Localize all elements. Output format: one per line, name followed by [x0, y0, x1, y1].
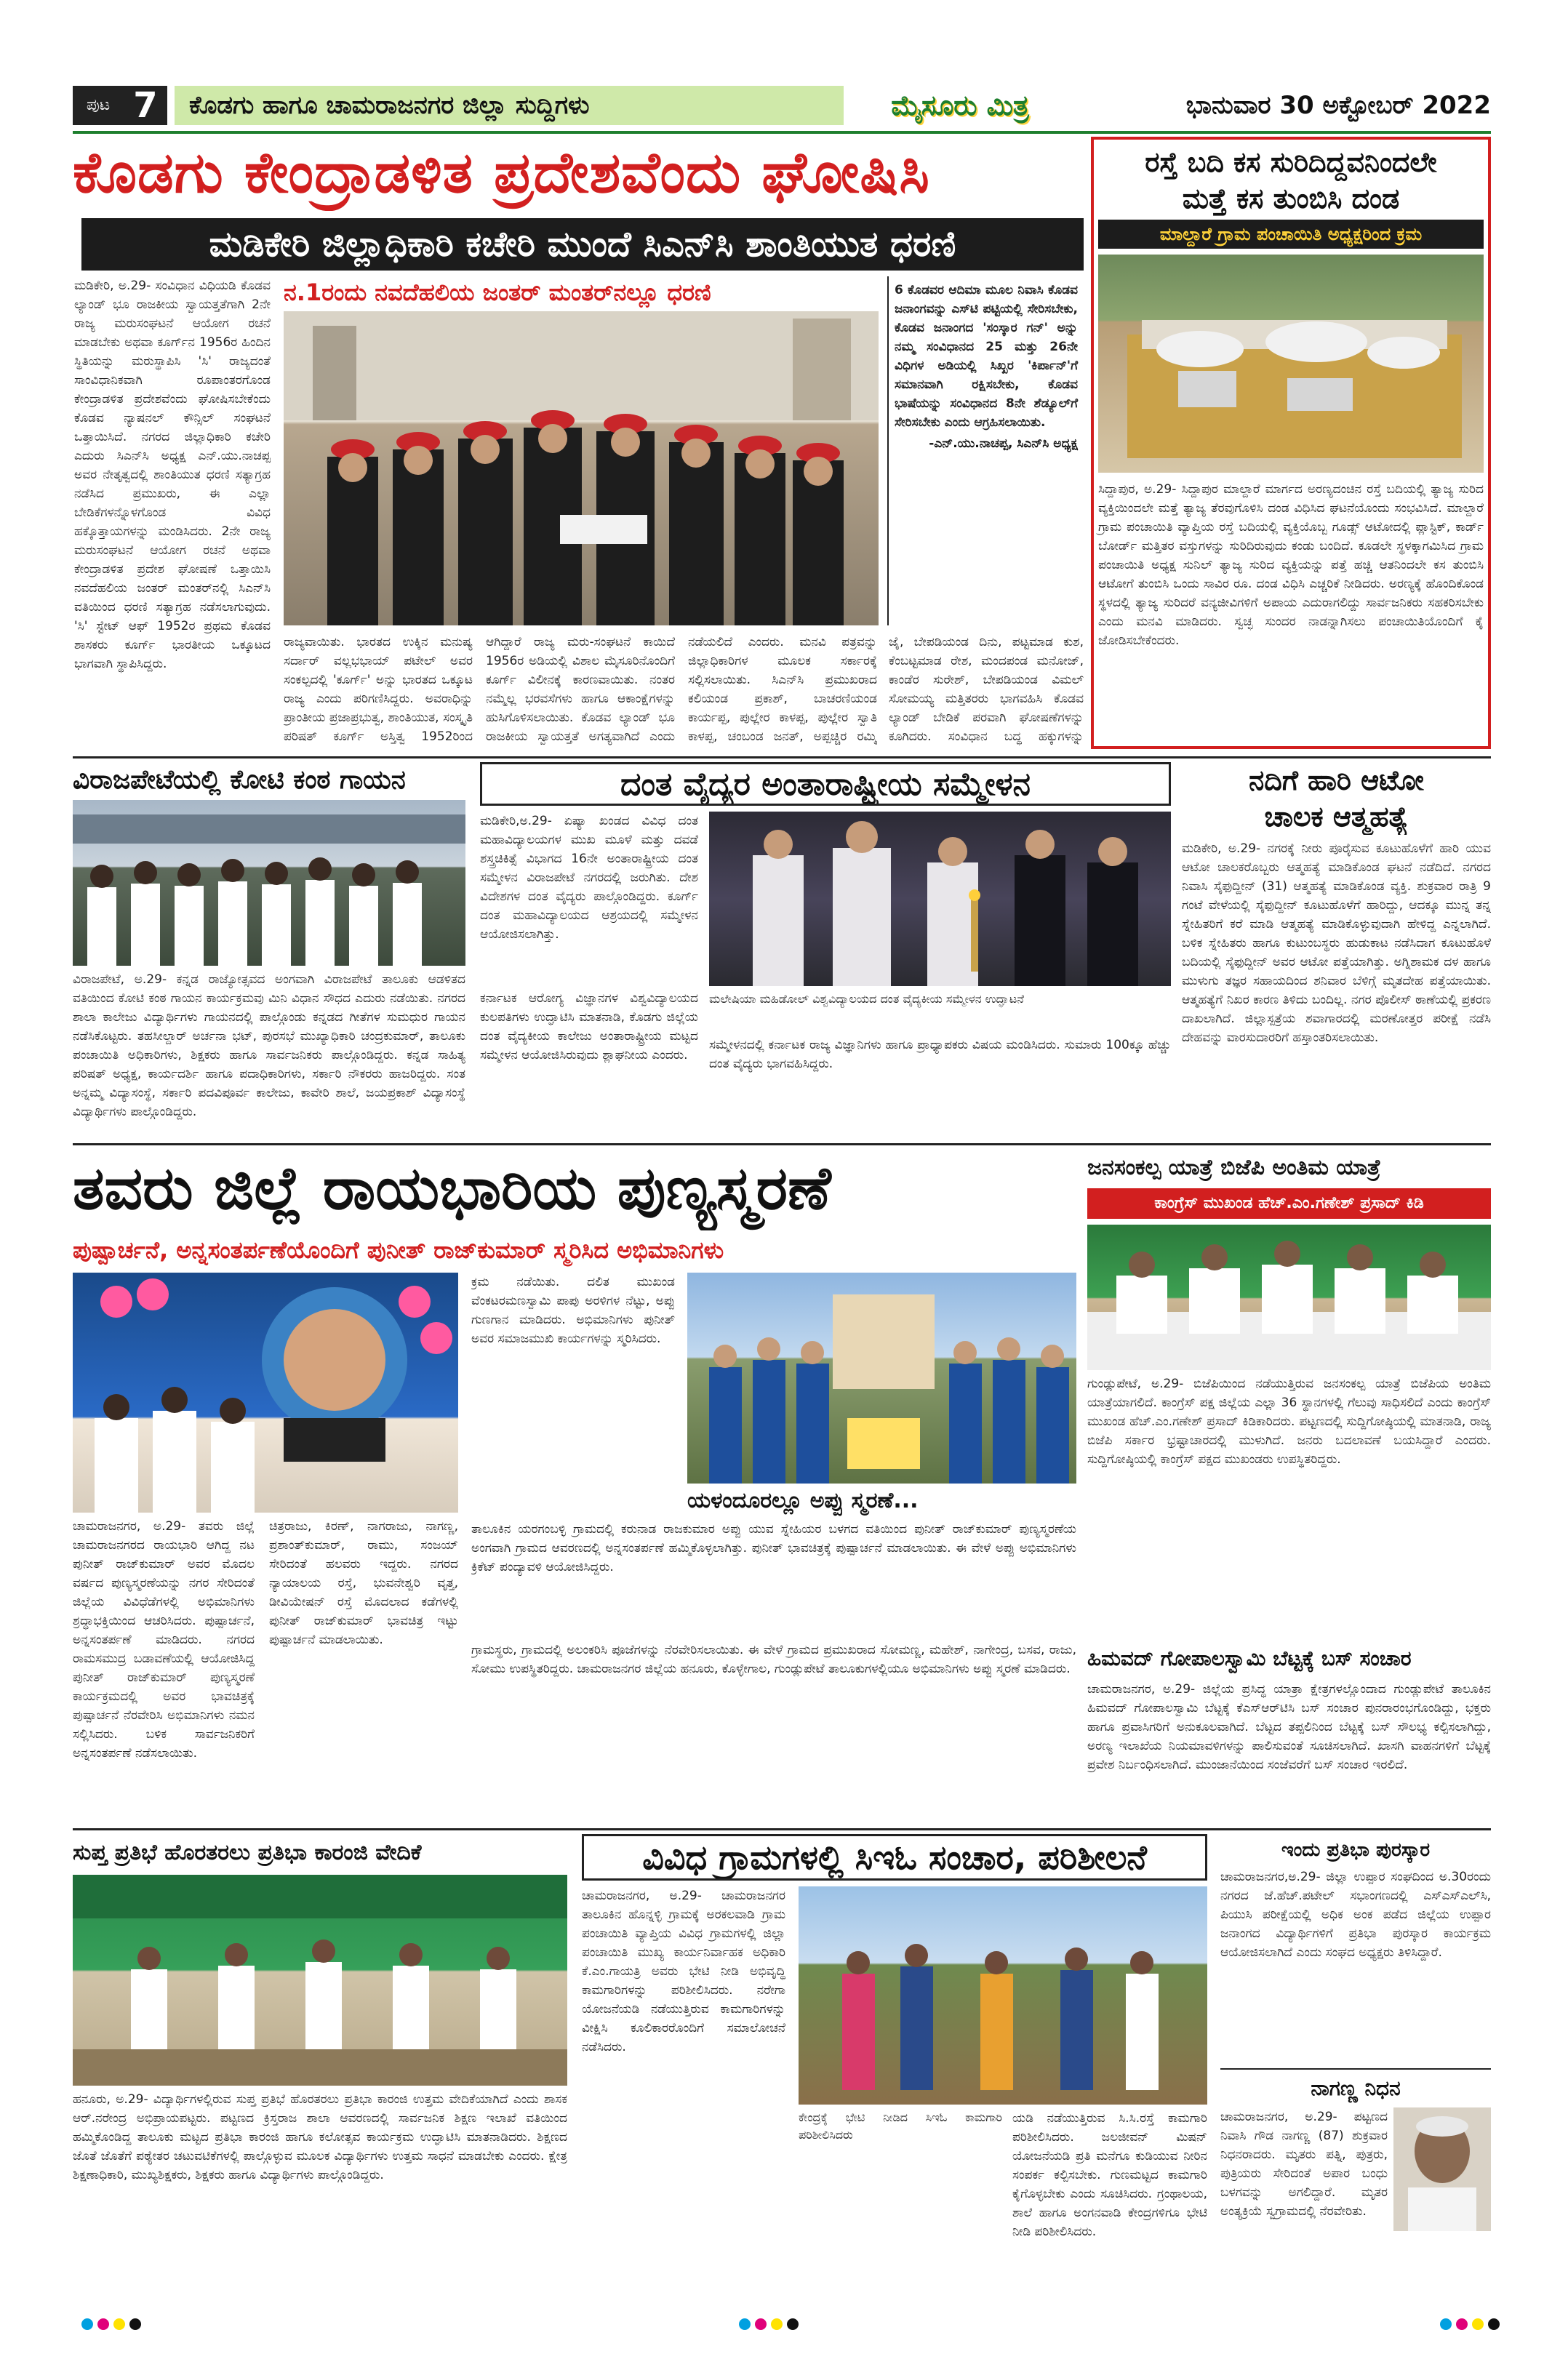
- row-divider-1: [73, 756, 1491, 758]
- puneeth-caption-title: ಯಳಂದೂರಲ್ಲೂ ಅಪ್ಪು ಸ್ಮರಣೆ...: [687, 1488, 919, 1513]
- row-divider-3: [73, 1828, 1491, 1830]
- lead-col-1: ಮಡಿಕೇರಿ, ಅ.29- ಸಂವಿಧಾನ ವಿಧಿಯಡಿ ಕೊಡವ ಲ್ಯಾಂಡ್ ಭೂ ರಾಜಕೀಯ ಸ್ವಾಯತ್ತತೆಗಾಗಿ 2ನೇ ರಾಜ್ಯ ಮರುಸಂಘಟನೆ ಆಯೋಗ ರಚನೆ ಮಾಡಬೇಕು ಅಥವಾ ಕೂರ್ಗ್‌ನ 1956ರ ಹಿಂದಿನ ಸ್ಥಿತಿಯನ್ನು ಮರುಸ್ಥಾಪಿಸಿ 'ಸಿ' ರಾಜ್ಯದಂತೆ ಸಾಂವಿಧಾನಿಕವಾಗಿ ರೂಪಾಂತರಗೊಂಡ ಕೇಂದ್ರಾಡಳಿತ ಪ್ರದೇಶವೆಂದು ಘೋಷಿಸಬೇಕೆಂದು ಕೊಡವ ನ್ಯಾಷನಲ್ ಕೌನ್ಸಿಲ್ ಸಂಘಟನೆ ಒತ್ತಾಯಿಸಿದೆ. ನಗರದ ಜಿಲ್ಲಾಧಿಕಾರಿ ಕಚೇರಿ ಎದುರು ಸಿಎನ್‌ಸಿ ಅಧ್ಯಕ್ಷ ಎನ್.ಯು.ನಾಚಪ್ಪ ಅವರ ನೇತೃತ್ವದಲ್ಲಿ ಶಾಂತಿಯುತ ಧರಣಿ ಸತ್ಯಾಗ್ರಹ ನಡೆಸಿದ ಪ್ರಮುಖರು, ಈ ಎಲ್ಲಾ ಬೇಡಿಕೆಗಳನ್ನೊಳಗೊಂಡ ವಿವಿಧ ಹಕ್ಕೊತ್ತಾಯಗಳನ್ನು ಮಂಡಿಸಿದರು. 2ನೇ ರಾಜ್ಯ ಮರುಸಂಘಟನೆ ಆಯೋಗ ರಚನೆ ಅಥವಾ ಕೇಂದ್ರಾಡಳಿತ ಪ್ರದೇಶ ಘೋಷಣೆ ಒತ್ತಾಯಿಸಿ ನವದೆಹಲಿಯ ಜಂತರ್ ಮಂತರ್‌ನಲ್ಲಿ ಸಿಎನ್‌ಸಿ ವತಿಯಿಂದ ಧರಣಿ ಸತ್ಯಾಗ್ರಹ ನಡೆಸಲಾಗುವುದು. 'ಸಿ' ಸ್ಟೇಟ್ ಆಫ್ 1952ರ ಪ್ರಥಮ ಕೊಡವ ಶಾಸಕರು ಕೂರ್ಗ್ ಭಾರತೀಯ ಒಕ್ಕೂಟದ ಭಾಗವಾಗಿ ಸ್ಥಾಪಿಸಿದ್ದರು.: [74, 279, 271, 671]
- press-meet-image: [1087, 1225, 1491, 1370]
- garbage-box: [1091, 137, 1491, 749]
- page-number: 7: [124, 86, 167, 125]
- students-singing-image: [73, 800, 465, 966]
- puneeth-headline: ತವರು ಜಿಲ್ಲೆ ರಾಯಭಾರಿಯ ಪುಣ್ಯಸ್ಮರಣೆ: [73, 1154, 831, 1223]
- lead-col-4: ನಡೆಯಲಿದೆ ಎಂದರು. ಮನವಿ ಪತ್ರವನ್ನು ಜಿಲ್ಲಾಧಿಕಾರಿಗಳ ಮೂಲಕ ಸರ್ಕಾರಕ್ಕೆ ಸಲ್ಲಿಸಲಾಯಿತು. ಸಿಎನ್‌ಸಿ ಪ್ರಮುಖರಾದ ಕಲಿಯಂಡ ಪ್ರಕಾಶ್, ಬಾಚರಣಿಯಂಡ ಕಾರ್ಯಪ್ಪ, ಪುಲ್ಲೇರ ಕಾಳಪ್ಪ, ಪುಲ್ಲೇರ ಸ್ವಾತಿ ಕಾಳಪ್ಪ, ಚಂಬಂಡ ಜನತ್, ಅಪ್ಪಚ್ಚಿರ ರಮ್ಮಿ: [688, 635, 877, 744]
- award-headline: ಇಂದು ಪ್ರತಿಭಾ ಪುರಸ್ಕಾರ: [1281, 1839, 1431, 1861]
- lead-sidebox-text: 6 ಕೊಡವರ ಆದಿಮಾ ಮೂಲ ನಿವಾಸಿ ಕೊಡವ ಜನಾಂಗವನ್ನು ಎಸ್‌ಟಿ ಪಟ್ಟಿಯಲ್ಲಿ ಸೇರಿಸಬೇಕು, ಕೊಡವ ಜನಾಂಗದ 'ಸಂಸ್ಕಾರ ಗನ್' ಅನ್ನು ನಮ್ಮ ಸಂವಿಧಾನದ 25 ಮತ್ತು 26ನೇ ವಿಧಿಗಳ ಅಡಿಯಲ್ಲಿ ಸಿಖ್ಖರ 'ಕಿರ್ಪಾನ್'ಗೆ ಸಮಾನವಾಗಿ ರಕ್ಷಿಸಬೇಕು, ಕೊಡವ ಭಾಷೆಯನ್ನು ಸಂವಿಧಾನದ 8ನೇ ಶೆಡ್ಯೂಲ್‌ಗೆ ಸೇರಿಸಬೇಕು ಎಂದು ಆಗ್ರಹಿಸಲಾಯಿತು.: [895, 283, 1078, 430]
- lead-col-3: ಆಗಿದ್ದಾರೆ ರಾಜ್ಯ ಮರು-ಸಂಘಟನೆ ಕಾಯಿದೆ 1956ರ ಅಡಿಯಲ್ಲಿ ವಿಶಾಲ ಮೈಸೂರಿನೊಂದಿಗೆ ಕೂರ್ಗ್ ವಿಲೀನಕ್ಕೆ ಕಾರಣವಾಯಿತು. ನಂತರ ನಮ್ಮೆಲ್ಲ ಭರವಸೆಗಳು ಹಾಗೂ ಆಕಾಂಕ್ಷೆಗಳನ್ನು ಹುಸಿಗೊಳಿಸಲಾಯಿತು. ಕೊಡವ ಲ್ಯಾಂಡ್ ಭೂ ರಾಜಕೀಯ ಸ್ವಾಯತ್ತತೆ ಅಗತ್ಯವಾಗಿದೆ ಎಂದು: [486, 635, 675, 744]
- ceo-col-2: ಯಡಿ ನಡೆಯುತ್ತಿರುವ ಸಿ.ಸಿ.ರಸ್ತೆ ಕಾಮಗಾರಿ ಪರಿಶೀಲಿಸಿದರು. ಜಲಜೀವನ್ ಮಿಷನ್ ಯೋಜನೆಯಡಿ ಪ್ರತಿ ಮನೆಗೂ ಕುಡಿಯುವ ನೀರಿನ ಸಂಪರ್ಕ ಕಲ್ಪಿಸಬೇಕು. ಗುಣಮಟ್ಟದ ಕಾಮಗಾರಿ ಕೈಗೊಳ್ಳಬೇಕು ಎಂದು ಸೂಚಿಸಿದರು. ಗ್ರಂಥಾಲಯ, ಶಾಲೆ ಹಾಗೂ ಅಂಗನವಾಡಿ ಕೇಂದ್ರಗಳಿಗೂ ಭೇಟಿ ನೀಡಿ ಪರಿಶೀಲಿಸಿದರು.: [1012, 2111, 1207, 2239]
- row-divider-2: [73, 1143, 1491, 1145]
- masthead-divider: [73, 131, 1491, 134]
- obituary-photo: [1393, 2107, 1491, 2231]
- conference-lamp-lighting-image: [709, 812, 1171, 986]
- dental-headline: ದಂತ ವೈದ್ಯರ ಅಂತಾರಾಷ್ಟ್ರೀಯ ಸಮ್ಮೇಳನ: [480, 762, 1171, 806]
- field-inspection-image: [799, 1886, 1207, 2105]
- section-title: ಕೊಡಗು ಹಾಗೂ ಚಾಮರಾಜನಗರ ಜಿಲ್ಲಾ ಸುದ್ದಿಗಳು: [175, 86, 844, 125]
- registration-dot-cyan-center: [739, 2318, 751, 2330]
- registration-dot-black-right: [1488, 2318, 1500, 2330]
- lead-headline: [73, 137, 1084, 211]
- lead-photo: [284, 311, 879, 625]
- cricket-team-tribute-image: [687, 1273, 1076, 1484]
- dental-col-1: ಮಡಿಕೇರಿ,ಅ.29- ಏಷ್ಯಾ ಖಂಡದ ವಿವಿಧ ದಂತ ಮಹಾವಿದ್ಯಾಲಯಗಳ ಮುಖ ಮೂಳೆ ಮತ್ತು ದವಡೆ ಶಸ್ತ್ರಚಿಕಿತ್ಸೆ ವಿಭಾಗದ 16ನೇ ಅಂತಾರಾಷ್ಟ್ರೀಯ ದಂತ ಸಮ್ಮೇಳನ ವಿರಾಜಪೇಟೆ ನಗರದಲ್ಲಿ ಜರುಗಿತು. ದೇಶ ವಿದೇಶಗಳ ದಂತ ವೈದ್ಯರು ಪಾಲ್ಗೊಂಡಿದ್ದರು. ಕೂರ್ಗ್ ದಂತ ಮಹಾವಿದ್ಯಾಲಯದ ಆಶ್ರಯದಲ್ಲಿ ಸಮ್ಮೇಳನ ಆಯೋಜಿಸಲಾಗಿತ್ತು.: [480, 814, 698, 942]
- ceo-caption: ಕೇಂದ್ರಕ್ಕೆ ಭೇಟಿ ನೀಡಿದ ಸಿಇಓ ಕಾಮಗಾರಿ ಪರಿಶೀಲಿಸಿದರು: [799, 2110, 1002, 2142]
- lead-col-2: ರಾಜ್ಯವಾಯಿತು. ಭಾರತದ ಉಕ್ಕಿನ ಮನುಷ್ಯ ಸರ್ದಾರ್ ವಲ್ಲಭಭಾಯ್ ಪಟೇಲ್ ಅವರ ಸಂಕಲ್ಪದಲ್ಲಿ 'ಕೂರ್ಗ್' ಅನ್ನು ಭಾರತದ ಒಕ್ಕೂಟ ರಾಜ್ಯ ಎಂದು ಪರಿಗಣಿಸಿದ್ದರು. ಅವರಾಧಿನ್ನು ಪ್ರಾಂತೀಯ ಪ್ರಜಾಪ್ರಭುತ್ವ, ಶಾಂತಿಯುತ, ಸಂಸ್ಕೃತಿ ಪರಿಷತ್ ಕೂರ್ಗ್ ಅಸ್ತಿತ್ವ 1952ರಿಂದ: [284, 635, 473, 744]
- registration-dot-cyan-right: [1440, 2318, 1452, 2330]
- dental-col-2: ಕರ್ನಾಟಕ ಆರೋಗ್ಯ ವಿಜ್ಞಾನಗಳ ವಿಶ್ವವಿದ್ಯಾಲಯದ ಕುಲಪತಿಗಳು ಉದ್ಘಾಟಿಸಿ ಮಾತನಾಡಿ, ಕೊಡಗು ಜಿಲ್ಲೆಯ ದಂತ ವೈದ್ಯಕೀಯ ಕಾಲೇಜು ಅಂತಾರಾಷ್ಟ್ರೀಯ ಮಟ್ಟದ ಸಮ್ಮೇಳನ ಆಯೋಜಿಸಿರುವುದು ಶ್ಲಾಘನೀಯ ಎಂದರು.: [480, 991, 698, 1062]
- garbage-body: ಸಿದ್ದಾಪುರ, ಅ.29- ಸಿದ್ದಾಪುರ ಮಾಲ್ದಾರೆ ಮಾರ್ಗದ ಅರಣ್ಯದಂಚಿನ ರಸ್ತೆ ಬದಿಯಲ್ಲಿ ತ್ಯಾಜ್ಯ ಸುರಿದ ವ್ಯಕ್ತಿಯಿಂದಲೇ ಮತ್ತೆ ತ್ಯಾಜ್ಯ ತೆರವುಗೊಳಿಸಿ ದಂಡ ವಿಧಿಸಿದ ಘಟನೆಯೊಂದು ಸಂಭವಿಸಿದೆ. ಮಾಲ್ದಾರೆ ಗ್ರಾಮ ಪಂಚಾಯಿತಿ ವ್ಯಾಪ್ತಿಯ ರಸ್ತೆ ಬದಿಯಲ್ಲಿ ವ್ಯಕ್ತಿಯೊಬ್ಬ ಗೂಡ್ಸ್ ಆಟೋದಲ್ಲಿ ಪ್ಲಾಸ್ಟಿಕ್, ಕಾರ್ಡ್ ಬೋರ್ಡ್ ಮತ್ತಿತರ ವಸ್ತುಗಳನ್ನು ಸುರಿದಿರುವುದು ಕಂಡು ಬಂದಿದೆ. ಕೂಡಲೇ ಸ್ಥಳಕ್ಕಾಗಮಿಸಿದ ಗ್ರಾಮ ಪಂಚಾಯಿತಿ ಅಧ್ಯಕ್ಷ ಸುನಿಲ್ ತ್ಯಾಜ್ಯ ಸುರಿದ ವ್ಯಕ್ತಿಯನ್ನು ಪತ್ತೆ ಹಚ್ಚಿ ಆತನಿಂದಲೇ ಕಸ ತುಂಬಿಸಿ ಆಟೋಗೆ ತುಂಬಿಸಿ ಒಂದು ಸಾವಿರ ರೂ. ದಂಡ ವಿಧಿಸಿ ಎಚ್ಚರಿಕೆ ನೀಡಿದರು. ಅರಣ್ಯಕ್ಕೆ ಹೊಂದಿಕೊಂಡ ಸ್ಥಳದಲ್ಲಿ ತ್ಯಾಜ್ಯ ಸುರಿದರೆ ವನ್ಯಜೀವಿಗಳಿಗೆ ಅಪಾಯ ಎದುರಾಗಲಿದ್ದು ಸಾರ್ವಜನಿಕರು ಸಹಕರಿಸಬೇಕು ಎಂದು ಮನವಿ ಮಾಡಿದರು. ಸ್ವಚ್ಛ ಸುಂದರ ನಾಡನ್ನಾಗಿಸಲು ಪಂಚಾಯಿತಿಯೊಂದಿಗೆ ಕೈ ಜೋಡಿಸಬೇಕೆಂದರು.: [1098, 482, 1484, 648]
- dental-photo: [709, 812, 1171, 986]
- lead-sidebox: [887, 276, 1084, 625]
- bus-body: ಚಾಮರಾಜನಗರ, ಅ.29- ಜಿಲ್ಲೆಯ ಪ್ರಸಿದ್ಧ ಯಾತ್ರಾ ಕ್ಷೇತ್ರಗಳಲ್ಲೊಂದಾದ ಗುಂಡ್ಲುಪೇಟೆ ತಾಲೂಕಿನ ಹಿಮವದ್ ಗೋಪಾಲಸ್ವಾಮಿ ಬೆಟ್ಟಕ್ಕೆ ಕೆಎಸ್‌ಆರ್‌ಟಿಸಿ ಬಸ್ ಸಂಚಾರ ಪುನರಾರಂಭಗೊಂಡಿದ್ದು, ಭಕ್ತರು ಹಾಗೂ ಪ್ರವಾಸಿಗರಿಗೆ ಅನುಕೂಲವಾಗಿದೆ. ಬೆಟ್ಟದ ತಪ್ಪಲಿನಿಂದ ಬೆಟ್ಟಕ್ಕೆ ಬಸ್ ಸೌಲಭ್ಯ ಕಲ್ಪಿಸಲಾಗಿದ್ದು, ಅರಣ್ಯ ಇಲಾಖೆಯ ನಿಯಮಾವಳಿಗಳನ್ನು ಪಾಲಿಸುವಂತೆ ಸೂಚಿಸಲಾಗಿದೆ. ಖಾಸಗಿ ವಾಹನಗಳಿಗೆ ಬೆಟ್ಟಕ್ಕೆ ಪ್ರವೇಶ ನಿರ್ಬಂಧಿಸಲಾಗಿದೆ. ಮುಂಜಾನೆಯಿಂದ ಸಂಜೆವರೆಗೆ ಬಸ್ ಸಂಚಾರ ಇರಲಿದೆ.: [1087, 1682, 1491, 1772]
- puneeth-portrait-tribute-image: [73, 1273, 458, 1513]
- registration-dot-yellow-left: [113, 2318, 125, 2330]
- lead-headline-text: ಕೊಡಗು ಕೇಂದ್ರಾಡಳಿತ ಪ್ರದೇಶವೆಂದು ಘೋಷಿಸಿ: [73, 140, 930, 206]
- ceo-headline: ವಿವಿಧ ಗ್ರಾಮಗಳಲ್ಲಿ ಸಿಇಓ ಸಂಚಾರ, ಪರಿಶೀಲನೆ: [582, 1834, 1207, 1881]
- page-label: ಪುಟ: [73, 86, 124, 125]
- obituary-body: ಚಾಮರಾಜನಗರ, ಅ.29- ಪಟ್ಟಣದ ನಿವಾಸಿ ಗೌಡ ನಾಗಣ್ಣ (87) ಶುಕ್ರವಾರ ನಿಧನರಾದರು. ಮೃತರು ಪತ್ನಿ, ಪುತ್ರರು, ಪುತ್ರಿಯರು ಸೇರಿದಂತೆ ಅಪಾರ ಬಂಧು ಬಳಗವನ್ನು ಅಗಲಿದ್ದಾರೆ. ಮೃತರ ಅಂತ್ಯಕ್ರಿಯೆ ಸ್ವಗ್ರಾಮದಲ್ಲಿ ನೆರವೇರಿತು.: [1220, 2110, 1388, 2219]
- puneeth-col-2: ಚಿತ್ರರಾಜು, ಕಿರಣ್, ನಾಗರಾಜು, ನಾಗಣ್ಣ, ಪ್ರಶಾಂತ್‌ಕುಮಾರ್, ರಾಮು, ಸಂಜಯ್ ಸೇರಿದಂತೆ ಹಲವರು ಇದ್ದರು. ನಗರದ ನ್ಯಾಯಾಲಯ ರಸ್ತೆ, ಭುವನೇಶ್ವರಿ ವೃತ್ತ, ಡೀವಿಯೇಷನ್ ರಸ್ತೆ ಮೊದಲಾದ ಕಡೆಗಳಲ್ಲಿ ಪುನೀತ್ ರಾಜ್‌ಕುಮಾರ್ ಭಾವಚಿತ್ರ ಇಟ್ಟು ಪುಷ್ಪಾರ್ಚನೆ ಮಾಡಲಾಯಿತು.: [269, 1519, 458, 1647]
- puneeth-col-3: ಕ್ರಮ ನಡೆಯಿತು. ದಲಿತ ಮುಖಂಡ ವೆಂಕಟರಮಣಸ್ವಾಮಿ ಪಾಪು ಅರಳಿಗಳ ನೆಟ್ಟು, ಅಪ್ಪು ಗುಣಗಾನ ಮಾಡಿದರು. ಅಭಿಮಾನಿಗಳು ಪುನೀತ್ ಅವರ ಸಮಾಜಮುಖಿ ಕಾರ್ಯಗಳನ್ನು ಸ್ಮರಿಸಿದರು.: [471, 1275, 675, 1346]
- puneeth-col-1: ಚಾಮರಾಜನಗರ, ಅ.29- ತವರು ಜಿಲ್ಲೆ ಚಾಮರಾಜನಗರದ ರಾಯಭಾರಿ ಆಗಿದ್ದ ನಟ ಪುನೀತ್ ರಾಜ್‌ಕುಮಾರ್ ಅವರ ಮೊದಲ ವರ್ಷದ ಪುಣ್ಯಸ್ಮರಣೆಯನ್ನು ನಗರ ಸೇರಿದಂತೆ ಜಿಲ್ಲೆಯ ವಿವಿಧೆಡೆಗಳಲ್ಲಿ ಅಭಿಮಾನಿಗಳು ಶ್ರದ್ಧಾಭಕ್ತಿಯಿಂದ ಆಚರಿಸಿದರು. ಪುಷ್ಪಾರ್ಚನೆ, ಅನ್ನಸಂತರ್ಪಣೆ ಮಾಡಿದರು. ನಗರದ ರಾಮಸಮುದ್ರ ಬಡಾವಣೆಯಲ್ಲಿ ಆಯೋಜಿಸಿದ್ದ ಪುನೀತ್ ರಾಜ್‌ಕುಮಾರ್ ಪುಣ್ಯಸ್ಮರಣೆ ಕಾರ್ಯಕ್ರಮದಲ್ಲಿ ಅವರ ಭಾವಚಿತ್ರಕ್ಕೆ ಪುಷ್ಪಾರ್ಚನೆ ನೆರವೇರಿಸಿ ಅಭಿಮಾನಿಗಳು ನಮನ ಸಲ್ಲಿಸಿದರು. ಬಳಿಕ ಸಾರ್ವಜನಿಕರಿಗೆ ಅನ್ನಸಂತರ್ಪಣೆ ನಡೆಸಲಾಯಿತು.: [73, 1519, 255, 1761]
- masthead: [73, 81, 1491, 129]
- issue-date: ಭಾನುವಾರ 30 ಅಕ್ಟೋಬರ್ 2022: [1185, 91, 1491, 120]
- protest-group-image: [284, 311, 879, 625]
- registration-dot-cyan-left: [81, 2318, 93, 2330]
- bjp-subhead: ಕಾಂಗ್ರೆಸ್ ಮುಖಂಡ ಹೆಚ್.ಎಂ.ಗಣೇಶ್ ಪ್ರಸಾದ್ ಕಿಡಿ: [1087, 1188, 1491, 1219]
- lead-col-5: ಜೈ, ಬೇಪಡಿಯಂಡ ದಿನು, ಪಟ್ಟಮಾಡ ಕುಶ, ಕೆಂಬಟ್ಟಮಾಡ ರೇಶ, ಮಂದಪಂಡ ಮನೋಜ್, ಕಾಂಡೆರ ಸುರೇಶ್, ಬೇಪಡಿಯಂಡ ವಿಮಲ್ ಸೋಮಯ್ಯ ಮತ್ತಿತರರು ಭಾಗವಹಿಸಿ ಕೊಡವ ಲ್ಯಾಂಡ್ ಬೇಡಿಕೆ ಪರವಾಗಿ ಘೋಷಣೆಗಳನ್ನು ಕೂಗಿದರು. ಸಂವಿಧಾನ ಬದ್ಧ ಹಕ್ಕುಗಳನ್ನು: [889, 635, 1084, 744]
- registration-dot-yellow-center: [771, 2318, 783, 2330]
- puneeth-caption-body: ತಾಲೂಕಿನ ಯರಗಂಬಳ್ಳಿ ಗ್ರಾಮದಲ್ಲಿ ಕರುನಾಡ ರಾಜಕುಮಾರ ಅಪ್ಪು ಯುವ ಸ್ನೇಹಿಯರ ಬಳಗದ ವತಿಯಿಂದ ಪುನೀತ್ ರಾಜ್‌ಕುಮಾರ್ ಪುಣ್ಯಸ್ಮರಣೆಯ ಅಂಗವಾಗಿ ಗ್ರಾಮದ ಆವರಣದಲ್ಲಿ ಅನ್ನಸಂತರ್ಪಣೆ ಹಮ್ಮಿಕೊಳ್ಳಲಾಗಿತ್ತು. ಪುನೀತ್ ಭಾವಚಿತ್ರಕ್ಕೆ ಪುಷ್ಪಾರ್ಚನೆ ಮಾಡಲಾಯಿತು. ಈ ವೇಳೆ ಅಪ್ಪು ಅಭಿಮಾನಿಗಳು ಕ್ರಿಕೆಟ್ ಪಂದ್ಯಾವಳಿ ಆಯೋಜಿಸಿದ್ದರು.: [471, 1522, 1076, 1574]
- lead-subhead: ಮಡಿಕೇರಿ ಜಿಲ್ಲಾಧಿಕಾರಿ ಕಚೇರಿ ಮುಂದೆ ಸಿಎನ್‌ಸಿ ಶಾಂತಿಯುತ ಧರಣಿ: [81, 218, 1084, 271]
- obituary-divider: [1220, 2068, 1491, 2070]
- registration-dot-yellow-right: [1472, 2318, 1484, 2330]
- bjp-headline: ಜನಸಂಕಲ್ಪ ಯಾತ್ರೆ ಬಿಜೆಪಿ ಅಂತಿಮ ಯಾತ್ರೆ: [1087, 1155, 1381, 1180]
- ceo-photo: [799, 1886, 1207, 2105]
- registration-dot-magenta-left: [97, 2318, 109, 2330]
- garbage-photo: [1098, 255, 1484, 473]
- talent-photo: [73, 1875, 567, 2086]
- lead-kicker: ನ.1ರಂದು ನವದೆಹಲಿಯ ಜಂತರ್ ಮಂತರ್‌ನಲ್ಲೂ ಧರಣಿ: [284, 279, 711, 306]
- auto-body: ಮಡಿಕೇರಿ, ಅ.29- ನಗರಕ್ಕೆ ನೀರು ಪೂರೈಸುವ ಕೂಟುಹೊಳೆಗೆ ಹಾರಿ ಯುವ ಆಟೋ ಚಾಲಕರೊಬ್ಬರು ಆತ್ಮಹತ್ಯೆ ಮಾಡಿಕೊಂಡ ಘಟನೆ ನಡೆದಿದೆ. ನಗರದ ನಿವಾಸಿ ಸೈಫುದ್ದೀನ್ (31) ಆತ್ಮಹತ್ಯೆ ಮಾಡಿಕೊಂಡ ವ್ಯಕ್ತಿ. ಶುಕ್ರವಾರ ರಾತ್ರಿ 9 ಗಂಟೆ ವೇಳೆಯಲ್ಲಿ ಸೈಫುದ್ದೀನ್ ಕೂಟುಹೊಳೆಗೆ ಹಾರಿದ್ದು, ಆದಕ್ಕೂ ಮುನ್ನ ತನ್ನ ಸ್ನೇಹಿತರಿಗೆ ಕರೆ ಮಾಡಿ ಆತ್ಮಹತ್ಯೆ ಮಾಡಿಕೊಳ್ಳುವುದಾಗಿ ಹೇಳಿದ್ದ ಎನ್ನಲಾಗಿದೆ. ಬಳಿಕ ಸ್ನೇಹಿತರು ಹಾಗೂ ಕುಟುಂಬಸ್ಥರು ಹುಡುಕಾಟ ನಡೆಸಿದಾಗ ಕೂಟುಹೊಳೆ ಬದಿಯಲ್ಲಿ ಸೈಫುದ್ದೀನ್ ಅವರ ಆಟೋ ಪತ್ತೆಯಾಗಿತ್ತು. ಅಗ್ನಿಶಾಮಕ ದಳ ಹಾಗೂ ಮುಳುಗು ತಜ್ಞರ ಸಹಾಯದಿಂದ ಶನಿವಾರ ಬೆಳಿಗ್ಗೆ ಮೃತದೇಹ ಪತ್ತೆಯಾಯಿತು. ಆತ್ಮಹತ್ಯೆಗೆ ನಿಖರ ಕಾರಣ ತಿಳಿದು ಬಂದಿಲ್ಲ. ನಗರ ಪೊಲೀಸ್ ಠಾಣೆಯಲ್ಲಿ ಪ್ರಕರಣ ದಾಖಲಾಗಿದೆ. ಜಿಲ್ಲಾಸ್ಪತ್ರೆಯ ಶವಾಗಾರದಲ್ಲಿ ಮರಣೋತ್ತರ ಪರೀಕ್ಷೆ ನಡೆಸಿ ದೇಹವನ್ನು ವಾರಸುದಾರರಿಗೆ ಹಸ್ತಾಂತರಿಸಲಾಯಿತು.: [1182, 841, 1491, 1045]
- registration-dot-magenta-center: [755, 2318, 767, 2330]
- garbage-truck-image: [1098, 255, 1484, 473]
- auto-headline-2: ಚಾಲಕ ಆತ್ಮಹತ್ಯೆ: [1264, 801, 1409, 833]
- talent-headline: ಸುಪ್ತ ಪ್ರತಿಭೆ ಹೊರತರಲು ಪ್ರತಿಭಾ ಕಾರಂಜಿ ವೇದಿಕೆ: [73, 1840, 422, 1865]
- paper-name-logo: ಮೈಸೂರು ಮಿತ್ರ: [891, 89, 1029, 121]
- dental-caption: ಮಲೇಷಿಯಾ ಮಹಿಡೋಲ್ ವಿಶ್ವವಿದ್ಯಾಲಯದ ದಂತ ವೈದ್ಯಕೀಯ ಸಮ್ಮೇಳನ ಉದ್ಘಾಟನೆ: [709, 992, 1024, 1006]
- registration-dot-black-left: [129, 2318, 141, 2330]
- obituary-headline: ನಾಗಣ್ಣ ನಿಧನ: [1311, 2076, 1401, 2100]
- puneeth-photo-2: [687, 1273, 1076, 1484]
- talent-body: ಹನೂರು, ಅ.29- ವಿದ್ಯಾರ್ಥಿಗಳಲ್ಲಿರುವ ಸುಪ್ತ ಪ್ರತಿಭೆ ಹೊರತರಲು ಪ್ರತಿಭಾ ಕಾರಂಜಿ ಉತ್ತಮ ವೇದಿಕೆಯಾಗಿದೆ ಎಂದು ಶಾಸಕ ಆರ್.ನರೇಂದ್ರ ಅಭಿಪ್ರಾಯಪಟ್ಟರು. ಪಟ್ಟಣದ ಕ್ರಿಸ್ತರಾಜ ಶಾಲಾ ಆವರಣದಲ್ಲಿ ಸಾರ್ವಜನಿಕ ಶಿಕ್ಷಣ ಇಲಾಖೆ ವತಿಯಿಂದ ಹಮ್ಮಿಕೊಂಡಿದ್ದ ತಾಲೂಕು ಮಟ್ಟದ ಪ್ರತಿಭಾ ಕಾರಂಜಿ ಹಾಗೂ ಕಲೋತ್ಸವ ಕಾರ್ಯಕ್ರಮ ಉದ್ಘಾಟಿಸಿ ಮಾತನಾಡಿದರು. ಶಿಕ್ಷಣದ ಜೊತೆ ಜೊತೆಗೆ ಪಠ್ಯೇತರ ಚಟುವಟಿಕೆಗಳಲ್ಲಿ ಪಾಲ್ಗೊಳ್ಳುವ ಮೂಲಕ ವಿದ್ಯಾರ್ಥಿಗಳು ಉತ್ತಮ ಸಾಧನೆ ಮಾಡಬೇಕು ಎಂದರು. ಕ್ಷೇತ್ರ ಶಿಕ್ಷಣಾಧಿಕಾರಿ, ಮುಖ್ಯಶಿಕ್ಷಕರು, ಶಿಕ್ಷಕರು ಹಾಗೂ ವಿದ್ಯಾರ್ಥಿಗಳು ಪಾಲ್ಗೊಂಡಿದ್ದರು.: [73, 2092, 567, 2182]
- dental-col-3: ಸಮ್ಮೇಳನದಲ್ಲಿ ಕರ್ನಾಟಕ ರಾಜ್ಯ ವಿಜ್ಞಾನಿಗಳು ಹಾಗೂ ಪ್ರಾಧ್ಯಾಪಕರು ವಿಷಯ ಮಂಡಿಸಿದರು. ಸುಮಾರು 100ಕ್ಕೂ ಹೆಚ್ಚು ದಂತ ವೈದ್ಯರು ಭಾಗವಹಿಸಿದ್ದರು.: [709, 1038, 1171, 1071]
- bjp-body: ಗುಂಡ್ಲುಪೇಟೆ, ಅ.29- ಬಿಜೆಪಿಯಿಂದ ನಡೆಯುತ್ತಿರುವ ಜನಸಂಕಲ್ಪ ಯಾತ್ರೆ ಬಿಜೆಪಿಯ ಅಂತಿಮ ಯಾತ್ರೆಯಾಗಲಿದೆ. ಕಾಂಗ್ರೆಸ್ ಪಕ್ಷ ಜಿಲ್ಲೆಯ ಎಲ್ಲಾ 36 ಸ್ಥಾನಗಳಲ್ಲಿ ಗೆಲುವು ಸಾಧಿಸಲಿದೆ ಎಂದು ಕಾಂಗ್ರೆಸ್ ಮುಖಂಡ ಹೆಚ್.ಎಂ.ಗಣೇಶ್ ಪ್ರಸಾದ್ ಕಿಡಿಕಾರಿದರು. ಪಟ್ಟಣದಲ್ಲಿ ಸುದ್ದಿಗೋಷ್ಠಿಯಲ್ಲಿ ಮಾತನಾಡಿ, ರಾಜ್ಯ ಬಿಜೆಪಿ ಸರ್ಕಾರ ಭ್ರಷ್ಟಾಚಾರದಲ್ಲಿ ಮುಳುಗಿದೆ. ಜನರು ಬದಲಾವಣೆ ಬಯಸಿದ್ದಾರೆ ಎಂದರು. ಸುದ್ದಿಗೋಷ್ಠಿಯಲ್ಲಿ ಕಾಂಗ್ರೆಸ್ ಪಕ್ಷದ ಮುಖಂಡರು ಉಪಸ್ಥಿತರಿದ್ದರು.: [1087, 1377, 1491, 1467]
- award-body: ಚಾಮರಾಜನಗರ,ಅ.29- ಜಿಲ್ಲಾ ಉಪ್ಪಾರ ಸಂಘದಿಂದ ಅ.30ರಂದು ನಗರದ ಜೆ.ಹೆಚ್.ಪಟೇಲ್ ಸಭಾಂಗಣದಲ್ಲಿ ಎಸ್‌ಎಸ್‌ಎಲ್‌ಸಿ, ಪಿಯುಸಿ ಪರೀಕ್ಷೆಯಲ್ಲಿ ಅಧಿಕ ಅಂಕ ಪಡೆದ ಜಿಲ್ಲೆಯ ಉಪ್ಪಾರ ಜನಾಂಗದ ವಿದ್ಯಾರ್ಥಿಗಳಿಗೆ ಪ್ರತಿಭಾ ಪುರಸ್ಕಾರ ಕಾರ್ಯಕ್ರಮ ಆಯೋಜಿಸಲಾಗಿದೆ ಎಂದು ಸಂಘದ ಅಧ್ಯಕ್ಷರು ತಿಳಿಸಿದ್ದಾರೆ.: [1220, 1870, 1491, 1960]
- bus-headline: ಹಿಮವದ್ ಗೋಪಾಲಸ್ವಾಮಿ ಬೆಟ್ಟಕ್ಕೆ ಬಸ್ ಸಂಚಾರ: [1087, 1646, 1412, 1670]
- puneeth-photo-1: [73, 1273, 458, 1513]
- obituary-portrait-image: [1393, 2107, 1491, 2231]
- puneeth-subhead: ಪುಷ್ಪಾರ್ಚನೆ, ಅನ್ನಸಂತರ್ಪಣೆಯೊಂದಿಗೆ ಪುನೀತ್ ರಾಜ್‌ಕುಮಾರ್ ಸ್ಮರಿಸಿದ ಅಭಿಮಾನಿಗಳು: [73, 1236, 724, 1264]
- registration-dot-magenta-right: [1456, 2318, 1468, 2330]
- garbage-headline-1: ರಸ್ತೆ ಬದಿ ಕಸ ಸುರಿದಿದ್ದವನಿಂದಲೇ: [1145, 146, 1437, 178]
- ceo-col-1: ಚಾಮರಾಜನಗರ, ಅ.29- ಚಾಮರಾಜನಗರ ತಾಲೂಕಿನ ಹೊನ್ನಳ್ಳಿ ಗ್ರಾಮಕ್ಕೆ ಅರಕಲವಾಡಿ ಗ್ರಾಮ ಪಂಚಾಯಿತಿ ವ್ಯಾಪ್ತಿಯ ವಿವಿಧ ಗ್ರಾಮಗಳಲ್ಲಿ ಜಿಲ್ಲಾ ಪಂಚಾಯಿತಿ ಮುಖ್ಯ ಕಾರ್ಯನಿರ್ವಾಹಕ ಅಧಿಕಾರಿ ಕೆ.ಎಂ.ಗಾಯತ್ರಿ ಅವರು ಭೇಟಿ ನೀಡಿ ಅಭಿವೃದ್ಧಿ ಕಾಮಗಾರಿಗಳನ್ನು ಪರಿಶೀಲಿಸಿದರು. ನರೇಗಾ ಯೋಜನೆಯಡಿ ನಡೆಯುತ್ತಿರುವ ಕಾಮಗಾರಿಗಳನ್ನು ವೀಕ್ಷಿಸಿ ಕೂಲಿಕಾರರೊಂದಿಗೆ ಸಮಾಲೋಚನೆ ನಡೆಸಿದರು.: [582, 1889, 785, 2054]
- bjp-photo: [1087, 1225, 1491, 1370]
- lead-sidebox-byline: -ಎನ್.ಯು.ನಾಚಪ್ಪ, ಸಿಎನ್‌ಸಿ ಅಧ್ಯಕ್ಷ: [929, 436, 1078, 451]
- puneeth-col-4: ಗ್ರಾಮಸ್ಥರು, ಗ್ರಾಮದಲ್ಲಿ ಅಲಂಕರಿಸಿ ಪೂಜೆಗಳನ್ನು ನೆರವೇರಿಸಲಾಯಿತು. ಈ ವೇಳೆ ಗ್ರಾಮದ ಪ್ರಮುಖರಾದ ಸೋಮಣ್ಣ, ಮಹೇಶ್, ನಾಗೇಂದ್ರ, ಬಸವ, ರಾಜು, ಸೋಮು ಉಪಸ್ಥಿತರಿದ್ದರು. ಚಾಮರಾಜನಗರ ಜಿಲ್ಲೆಯ ಹನೂರು, ಕೊಳ್ಳೇಗಾಲ, ಗುಂಡ್ಲುಪೇಟೆ ತಾಲೂಕುಗಳಲ್ಲಿಯೂ ಅಭಿಮಾನಿಗಳು ಅಪ್ಪು ಸ್ಮರಣೆ ಮಾಡಿದರು.: [471, 1643, 1076, 1676]
- auto-headline-1: ನದಿಗೆ ಹಾರಿ ಆಟೋ: [1249, 764, 1424, 796]
- garbage-headline-2: ಮತ್ತೆ ಕಸ ತುಂಬಿಸಿ ದಂಡ: [1182, 183, 1400, 215]
- garbage-subhead: ಮಾಲ್ದಾರೆ ಗ್ರಾಮ ಪಂಚಾಯಿತಿ ಅಧ್ಯಕ್ಷರಿಂದ ಕ್ರಮ: [1098, 220, 1484, 249]
- singing-photo: [73, 800, 465, 966]
- stage-program-image: [73, 1875, 567, 2086]
- singing-body: ವಿರಾಜಪೇಟೆ, ಅ.29- ಕನ್ನಡ ರಾಜ್ಯೋತ್ಸವದ ಅಂಗವಾಗಿ ವಿರಾಜಪೇಟೆ ತಾಲೂಕು ಆಡಳಿತದ ವತಿಯಿಂದ ಕೋಟಿ ಕಂಠ ಗಾಯನ ಕಾರ್ಯಕ್ರಮವು ಮಿನಿ ವಿಧಾನ ಸೌಧದ ಎದುರು ನಡೆಯಿತು. ನಗರದ ಶಾಲಾ ಕಾಲೇಜು ವಿದ್ಯಾರ್ಥಿಗಳು ಗಾಯನದಲ್ಲಿ ಪಾಲ್ಗೊಂಡು ಕನ್ನಡದ ಗೀತೆಗಳ ಸುಮಧುರ ಗಾಯನ ನಡೆಸಿಕೊಟ್ಟರು. ತಹಸೀಲ್ದಾರ್ ಅರ್ಚನಾ ಭಟ್, ಪುರಸಭೆ ಮುಖ್ಯಾಧಿಕಾರಿ ಚಂದ್ರಕುಮಾರ್, ತಾಲೂಕು ಪಂಚಾಯಿತಿ ಅಧಿಕಾರಿಗಳು, ಶಿಕ್ಷಕರು ಹಾಗೂ ಸಾರ್ವಜನಿಕರು ಪಾಲ್ಗೊಂಡಿದ್ದರು. ಕನ್ನಡ ಸಾಹಿತ್ಯ ಪರಿಷತ್ ಅಧ್ಯಕ್ಷ, ಕಾರ್ಯದರ್ಶಿ ಹಾಗೂ ಪದಾಧಿಕಾರಿಗಳು, ಸರ್ಕಾರಿ ನೌಕರರು ಹಾಜರಿದ್ದರು. ಸಂತ ಅನ್ನಮ್ಮ ವಿದ್ಯಾಸಂಸ್ಥೆ, ಸರ್ಕಾರಿ ಪದವಿಪೂರ್ವ ಕಾಲೇಜು, ಕಾವೇರಿ ಶಾಲೆ, ಜಯಪ್ರಕಾಶ್ ವಿದ್ಯಾಸಂಸ್ಥೆ ವಿದ್ಯಾರ್ಥಿಗಳು ಪಾಲ್ಗೊಂಡಿದ್ದರು.: [73, 972, 465, 1119]
- singing-headline: ವಿರಾಜಪೇಟೆಯಲ್ಲಿ ಕೋಟಿ ಕಂಠ ಗಾಯನ: [73, 765, 406, 795]
- registration-dot-black-center: [787, 2318, 799, 2330]
